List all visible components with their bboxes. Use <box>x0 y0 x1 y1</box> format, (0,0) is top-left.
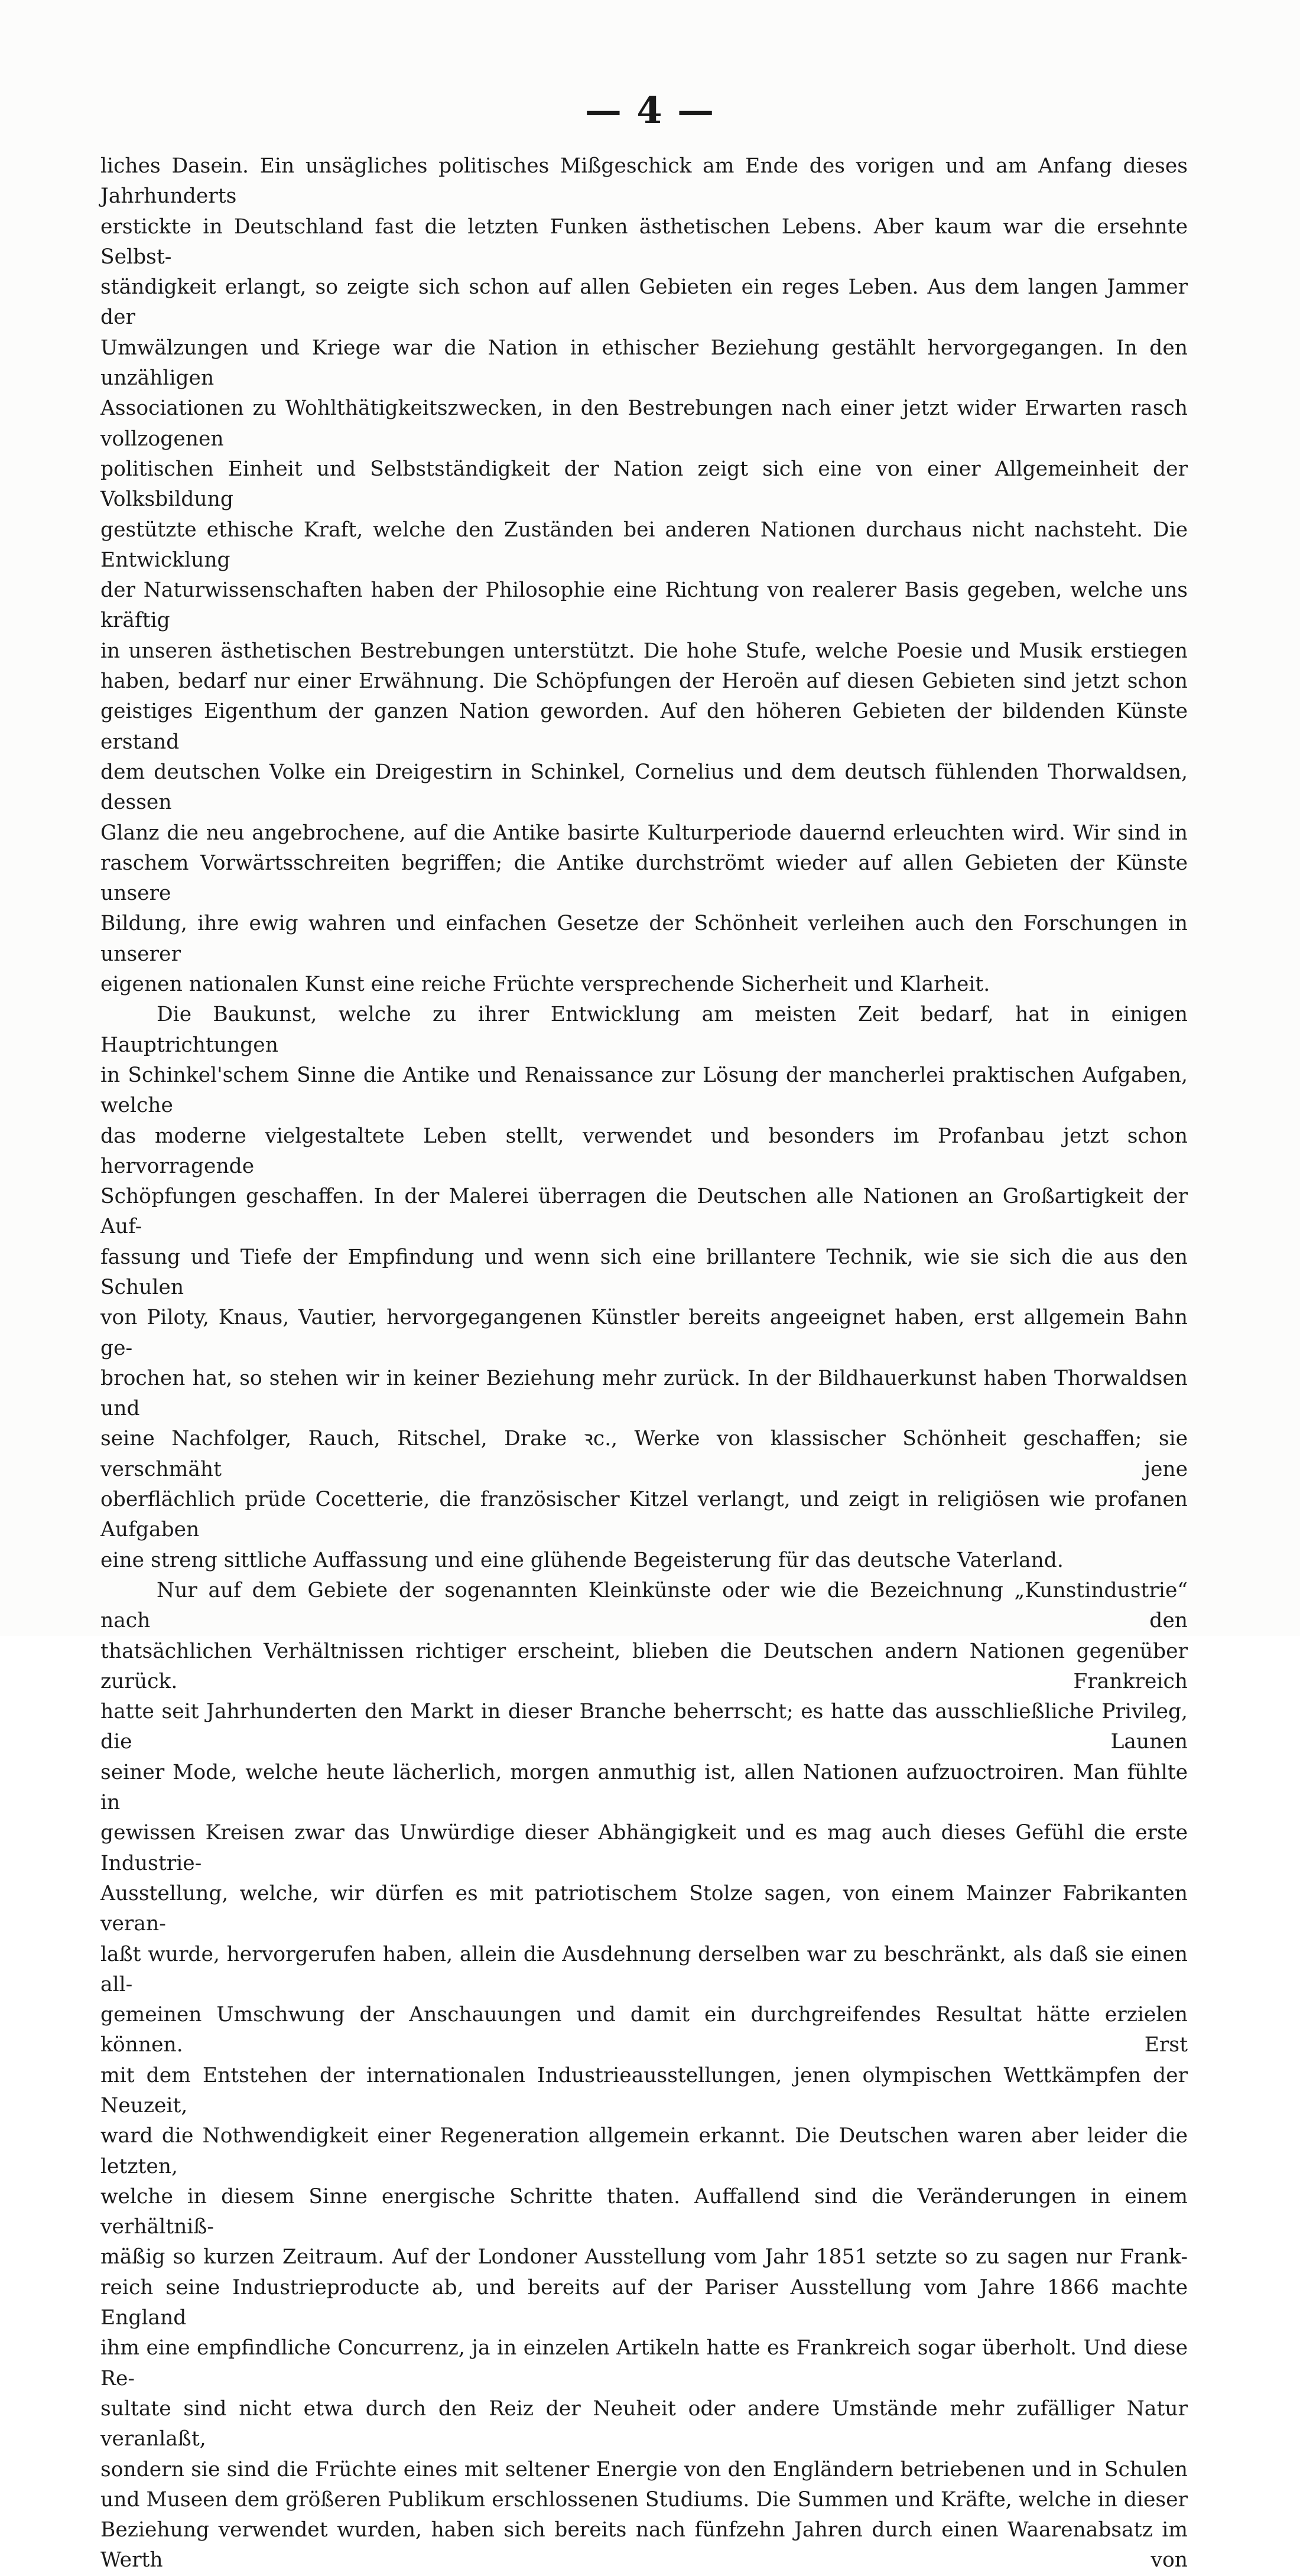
text-line: gewissen Kreisen zwar das Unwürdige dieser Abhängigkeit und es mag auch dieses Gefühl die erste Industrie- <box>100 1821 1188 1875</box>
text-line: der Naturwissenschaften haben der Philosophie eine Richtung von realerer Basis gegeben, welche uns kräftig <box>100 578 1188 633</box>
paragraph-3 <box>100 1576 1188 2576</box>
text-line: Glanz die neu angebrochene, auf die Antike basirte Kulturperiode dauernd erleuchten wird. Wir sind in <box>100 821 1188 845</box>
paragraph-2 <box>100 1000 1188 1545</box>
text-line: liches Dasein. Ein unsägliches politisches Mißgeschick am Ende des vorigen und am Anfang dieses Jahrhunderts <box>100 154 1188 209</box>
text-line: ward die Nothwendigkeit einer Regeneration allgemein erkannt. Die Deutschen waren aber leider die letzten, <box>100 2124 1188 2178</box>
text-line: und Museen dem größeren Publikum erschlossenen Studiums. Die Summen und Kräfte, welche in dieser <box>100 2487 1188 2512</box>
text-line: laßt wurde, hervorgerufen haben, allein die Ausdehnung derselben war zu beschränkt, als daß sie einen all- <box>100 1942 1188 1996</box>
text-line: brochen hat, so stehen wir in keiner Beziehung mehr zurück. In der Bildhauerkunst haben Thorwaldsen und <box>100 1366 1188 1421</box>
text-line: sondern sie sind die Früchte eines mit seltener Energie von den Engländern betriebenen und in Schulen <box>100 2457 1188 2481</box>
text-line: hatte seit Jahrhunderten den Markt in dieser Branche beherrscht; es hatte das ausschließliche Privileg, die Launen <box>100 1700 1188 1754</box>
text-line: seiner Mode, welche heute lächerlich, morgen anmuthig ist, allen Nationen aufzuoctroiren. Man fühlte in <box>100 1760 1188 1815</box>
text-line: ihm eine empfindliche Concurrenz, ja in einzelen Artikeln hatte es Frankreich sogar überholt. Und diese Re- <box>100 2336 1188 2390</box>
text-line: Ausstellung, welche, wir dürfen es mit patriotischem Stolze sagen, von einem Mainzer Fabrikanten veran- <box>100 1881 1188 1936</box>
text-line: raschem Vorwärtsschreiten begriffen; die Antike durchströmt wieder auf allen Gebieten der Künste unsere <box>100 851 1188 906</box>
text-line: ständigkeit erlangt, so zeigte sich schon auf allen Gebieten ein reges Leben. Aus dem langen Jammer der <box>100 275 1188 330</box>
text-line: Umwälzungen und Kriege war die Nation in ethischer Beziehung gestählt hervorgegangen. In den unzähligen <box>100 336 1188 391</box>
text-line: thatsächlichen Verhältnissen richtiger erscheint, blieben die Deutschen andern Nationen gegenüber zurück. Frankreich <box>100 1639 1188 1693</box>
text-line: fassung und Tiefe der Empfindung und wenn sich eine brillantere Technik, wie sie sich die aus den Schulen <box>100 1245 1188 1299</box>
text-line: geistiges Eigenthum der ganzen Nation geworden. Auf den höheren Gebieten der bildenden Künste erstand <box>100 700 1188 754</box>
text-line: seine Nachfolger, Rauch, Ritschel, Drake ꝛc., Werke von klassischer Schönheit geschaffen; sie verschmäht jene <box>100 1427 1188 1481</box>
text-line: haben, bedarf nur einer Erwähnung. Die Schöpfungen der Heroën auf diesen Gebieten sind jetzt schon <box>100 669 1188 694</box>
page-number: — 4 — <box>584 89 716 132</box>
text-line: das moderne vielgestaltete Leben stellt, verwendet und besonders im Profanbau jetzt schon hervorragende <box>100 1124 1188 1178</box>
text-line: Nur auf dem Gebiete der sogenannten Kleinkünste oder wie die Bezeichnung „Kunstindustrie“ nach den <box>100 1578 1188 1633</box>
text-line: sultate sind nicht etwa durch den Reiz der Neuheit oder andere Umstände mehr zufälliger Natur veranlaßt, <box>100 2396 1188 2451</box>
text-line: erstickte in Deutschland fast die letzten Funken ästhetischen Lebens. Aber kaum war die ersehnte Selbst- <box>100 214 1188 269</box>
body-text <box>100 151 1188 2576</box>
text-line: reich seine Industrieproducte ab, und bereits auf der Pariser Ausstellung vom Jahre 1866 machte England <box>100 2275 1188 2330</box>
text-line: mit dem Entstehen der internationalen Industrieausstellungen, jenen olympischen Wettkämpfen der Neuzeit, <box>100 2063 1188 2118</box>
text-line: in Schinkel'schem Sinne die Antike und Renaissance zur Lösung der mancherlei praktischen Aufgaben, welche <box>100 1063 1188 1118</box>
text-line: welche in diesem Sinne energische Schritte thaten. Auffallend sind die Veränderungen in einem verhältniß- <box>100 2184 1188 2239</box>
text-line: Bildung, ihre ewig wahren und einfachen Gesetze der Schönheit verleihen auch den Forschungen in unserer <box>100 912 1188 966</box>
text-line: gestützte ethische Kraft, welche den Zuständen bei anderen Nationen durchaus nicht nachsteht. Die Entwicklung <box>100 518 1188 572</box>
paragraph-1 <box>100 151 1188 970</box>
text-line: von Piloty, Knaus, Vautier, hervorgegangenen Künstler bereits angeeignet haben, erst allgemein Bahn ge- <box>100 1306 1188 1360</box>
paragraph-1-last-line <box>100 970 1188 1000</box>
text-line: eine streng sittliche Auffassung und eine glühende Begeisterung für das deutsche Vaterland. <box>100 1548 1064 1572</box>
text-line: politischen Einheit und Selbstständigkeit der Nation zeigt sich eine von einer Allgemeinheit der Volksbildung <box>100 457 1188 512</box>
text-line: oberflächlich prüde Cocetterie, die französischer Kitzel verlangt, und zeigt in religiösen wie profanen Aufgaben <box>100 1488 1188 1542</box>
text-line: mäßig so kurzen Zeitraum. Auf der Londoner Ausstellung vom Jahr 1851 setzte so zu sagen nur Frank- <box>100 2245 1188 2269</box>
paragraph-2-last-line <box>100 1546 1188 1576</box>
text-line: Associationen zu Wohlthätigkeitszwecken, in den Bestrebungen nach einer jetzt wider Erwarten rasch vollzogenen <box>100 396 1188 451</box>
text-line: dem deutschen Volke ein Dreigestirn in Schinkel, Cornelius und dem deutsch fühlenden Thorwaldsen, dessen <box>100 760 1188 815</box>
text-line: in unseren ästhetischen Bestrebungen unterstützt. Die hohe Stufe, welche Poesie und Musik erstiegen <box>100 639 1188 663</box>
text-line: gemeinen Umschwung der Anschauungen und damit ein durchgreifendes Resultat hätte erzielen können. Erst <box>100 2003 1188 2057</box>
text-line: Die Baukunst, welche zu ihrer Entwicklung am meisten Zeit bedarf, hat in einigen Hauptrichtungen <box>100 1003 1188 1057</box>
text-line: Schöpfungen geschaffen. In der Malerei überragen die Deutschen alle Nationen an Großartigkeit der Auf- <box>100 1185 1188 1239</box>
text-line: eigenen nationalen Kunst eine reiche Früchte versprechende Sicherheit und Klarheit. <box>100 972 990 997</box>
text-line: Beziehung verwendet wurden, haben sich bereits nach fünfzehn Jahren durch einen Waarenabsatz im Werth von <box>100 2518 1188 2572</box>
